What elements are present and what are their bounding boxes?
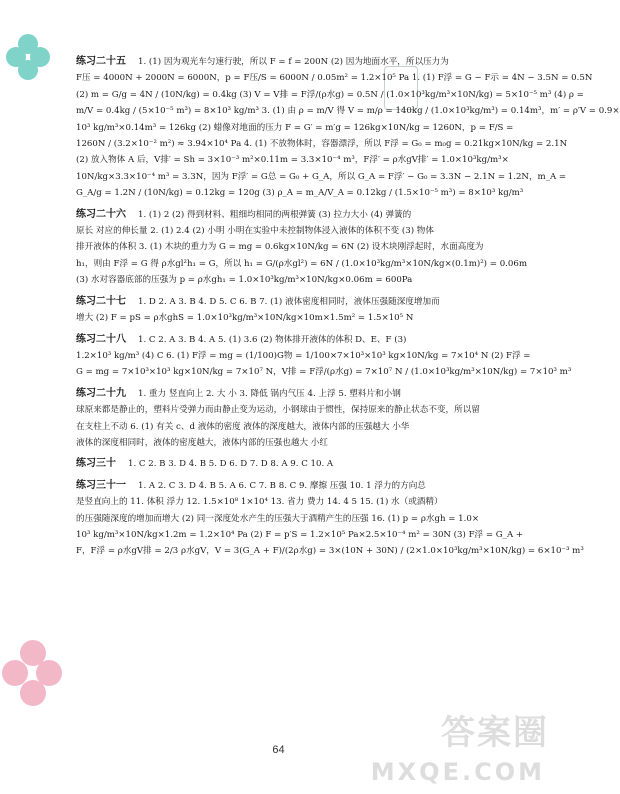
answer-line <box>76 120 528 136</box>
answer-line <box>76 386 528 402</box>
answer-text: G = mg = 7×10³×10³ kg×10N/kg = 7×10⁷ N，V排 = F浮/(ρ水g) = 7×10⁷ N / (1.0×10³kg/m³×10N/kg) = 7×10³ m³ <box>76 367 572 378</box>
answer-text: 1. D 2. A 3. B 4. D 5. C 6. B 7. (1) 液体密度相同时，液体压强随深度增加而 <box>138 296 440 307</box>
answer-line <box>76 456 528 472</box>
answer-line <box>76 402 528 418</box>
answer-text: 1. C 2. A 3. B 4. A 5. (1) 3.6 (2) 物体排开液体的体积 D、E、F (3) <box>138 334 407 345</box>
answer-text: 1. 重力 竖直向上 2. 大 小 3. 降低 锅内气压 4. 上浮 5. 塑料片和小钢 <box>138 388 401 399</box>
answer-text: 10N/kg×3.3×10⁻⁴ m³ = 3.3N，因为 F浮′ = G总 = G₀ + G_A，所以 G_A = F浮′ − G₀ = 3.3N − 2.1N = 1.2N，m_A = <box>76 171 567 182</box>
answer-text: 10³ kg/m³×0.14m³ = 126kg (2) 蜡像对地面的压力 F = G′ = m′g = 126kg×10N/kg = 1260N，p = F/S = <box>76 122 514 133</box>
watermark-url: MXQE.COM <box>370 758 545 786</box>
answer-line <box>76 478 528 494</box>
answer-line <box>76 70 593 86</box>
answer-line <box>76 294 528 310</box>
section-heading: 练习二十九 <box>76 387 126 399</box>
answer-text: 1260N / (3.2×10⁻² m²) ≈ 3.94×10⁴ Pa 4. (1) 不放物体时，容器漂浮，所以 F浮 = G₀ = m₀g = 0.21kg×10N/kg = 2.1N <box>76 139 568 150</box>
answer-line <box>76 87 584 103</box>
answer-text: (3) 水对容器底部的压强为 p = ρ水gh₁ = 1.0×10³kg/m³×10N/kg×0.06m = 600Pa <box>76 275 413 286</box>
answer-text: m/V = 0.4kg / (5×10⁻⁵ m³) = 8×10³ kg/m³ 3. (1) 由 ρ = m/V 得 V = m/ρ = 140kg / (1.0×10³kg/m³) = 0.14m³，m′ = ρ′V = 0.9× <box>76 106 620 117</box>
watermark-text: 答案圈 <box>441 713 549 753</box>
answer-line <box>76 511 528 527</box>
answer-text: 液体的深度相同时，液体的密度越大，液体内部的压强也越大 小红 <box>76 437 328 448</box>
answer-text: G_A/g = 1.2N / (10N/kg) = 0.12kg = 120g (3) ρ_A = m_A/V_A = 0.12kg / (1.5×10⁻⁵ m³) = 8×10³ kg/m³ <box>76 188 524 199</box>
answer-line <box>76 223 528 239</box>
answer-line <box>76 435 528 451</box>
section-heading: 练习二十八 <box>76 333 126 345</box>
answer-text: (2) m = G/g = 4N / (10N/kg) = 0.4kg (3) V = V排 = F浮/(ρ水g) = 0.5N / (1.0×10³kg/m³×10N/kg) = 5×10⁻⁵ m³ (4) ρ = <box>76 89 584 100</box>
answer-text: 增大 (2) F = pS = ρ水ghS = 1.0×10³kg/m³×10N/kg×10m×1.5m² = 1.5×10⁵ N <box>76 313 414 324</box>
page-number: 64 <box>272 744 285 756</box>
answer-text: 10³ kg/m³×10N/kg×1.2m = 1.2×10⁴ Pa (2) F = p′S = 1.2×10⁵ Pa×2.5×10⁻⁴ m² = 30N (3) F浮 = G_A + <box>76 529 524 540</box>
answer-line <box>76 310 528 326</box>
answer-text: 1. C 2. B 3. D 4. B 5. D 6. D 7. D 8. A 9. C 10. A <box>128 459 334 470</box>
answer-text: 1. (1) 2 (2) 得到材料、粗细均相同的两根弹簧 (3) 拉力大小 (4) 弹簧的 <box>138 209 412 220</box>
answer-line <box>76 54 528 70</box>
answer-content <box>76 54 620 565</box>
answer-text: 的压强随深度的增加而增大 (2) 同一深度处水产生的压强大于酒精产生的压强 16. (1) p = ρ水gh = 1.0× <box>76 513 480 524</box>
section-heading: 练习三十 <box>76 458 116 470</box>
answer-section <box>76 332 572 381</box>
answer-text: 是竖直向上的 11. 体积 浮力 12. 1.5×10⁸ 1×10⁴ 13. 省力 费力 14. 4 5 15. (1) 水（或酒精） <box>76 497 443 508</box>
answer-text: F压 = 4000N + 2000N = 6000N，p = F压/S = 6000N / 0.05m² = 1.2×10⁵ Pa 1. (1) F浮 = G − F示 = 4N − 3.5N = 0.5N <box>76 73 593 84</box>
answer-text: 原长 对应的伸长量 2. (1) 2.4 (2) 小明 小明在实验中未控制物体浸入液体的体积不变 (3) 物体 <box>76 226 434 237</box>
section-heading: 练习三十一 <box>76 479 126 491</box>
answer-line <box>76 348 531 364</box>
answer-line <box>76 527 528 543</box>
answer-line <box>76 272 528 288</box>
answer-line <box>76 207 528 223</box>
answer-section <box>76 294 528 327</box>
answer-line <box>76 543 584 559</box>
answer-section <box>76 54 620 202</box>
answer-section <box>76 207 528 289</box>
answer-text: 1. A 2. C 3. D 4. B 5. A 6. C 7. B 8. C 9. 摩擦 压强 10. 1 浮力的方向总 <box>138 480 426 491</box>
section-heading: 练习二十五 <box>76 56 126 67</box>
answer-text: 1.2×10³ kg/m³ (4) C 6. (1) F浮 = mg = (1/100)G物 = 1/100×7×10³×10³ kg×10N/kg = 7×10⁴ N (2) F浮 = <box>76 350 531 361</box>
clover-top-decoration <box>6 34 50 82</box>
answer-text: F，F浮 = ρ水gV排 = 2/3 ρ水gV，V = 3(G_A + F)/(2ρ水g) = 3×(10N + 30N) / (2×1.0×10³kg/m³×10N/kg) = 6×10⁻³ m³ <box>76 546 584 557</box>
section-heading: 练习二十七 <box>76 295 126 307</box>
answer-line <box>76 239 528 255</box>
answer-line <box>76 494 528 510</box>
answer-line <box>76 332 528 348</box>
answer-line <box>76 256 528 272</box>
answer-line <box>76 169 567 185</box>
answer-text: 球原来都是静止的，塑料片受弹力而由静止变为运动，小钢球由于惯性，保持原来的静止状态不变，所以留 <box>76 405 480 416</box>
answer-line <box>76 103 620 119</box>
section-heading: 练习二十六 <box>76 208 126 220</box>
answer-line <box>76 364 572 380</box>
answer-section <box>76 456 528 472</box>
answer-text: h₁，则由 F浮 = G 得 ρ水gl²h₁ = G，所以 h₁ = G/(ρ水gl²) = 6N / (1.0×10³kg/m³×10N/kg×(0.1m)²) = 0.06m <box>76 258 527 269</box>
answer-line <box>76 185 528 201</box>
answer-section <box>76 478 584 560</box>
answer-line <box>76 419 528 435</box>
answer-text: 1. (1) 因为观光车匀速行驶，所以 F = f = 200N (2) 因为地面水平，所以压力为 <box>138 57 449 67</box>
answer-text: 在支柱上不动 6. (1) 有关 c、d 液体的密度 液体的深度越大，液体内部的压强越大 小华 <box>76 421 410 432</box>
answer-section <box>76 386 528 452</box>
clover-bottom-decoration <box>2 640 62 710</box>
answer-text: 排开液体的体积 3. (1) 木块的重力为 G = mg = 0.6kg×10N/kg = 6N (2) 设木块刚浮起时，水面高度为 <box>76 242 484 253</box>
answer-text: (2) 放入物体 A 后，V排′ = Sh = 3×10⁻³ m²×0.11m = 3.3×10⁻⁴ m³，F浮′ = ρ水gV排′ = 1.0×10³kg/m³× <box>76 155 509 166</box>
answer-line <box>76 152 528 168</box>
answer-line <box>76 136 568 152</box>
